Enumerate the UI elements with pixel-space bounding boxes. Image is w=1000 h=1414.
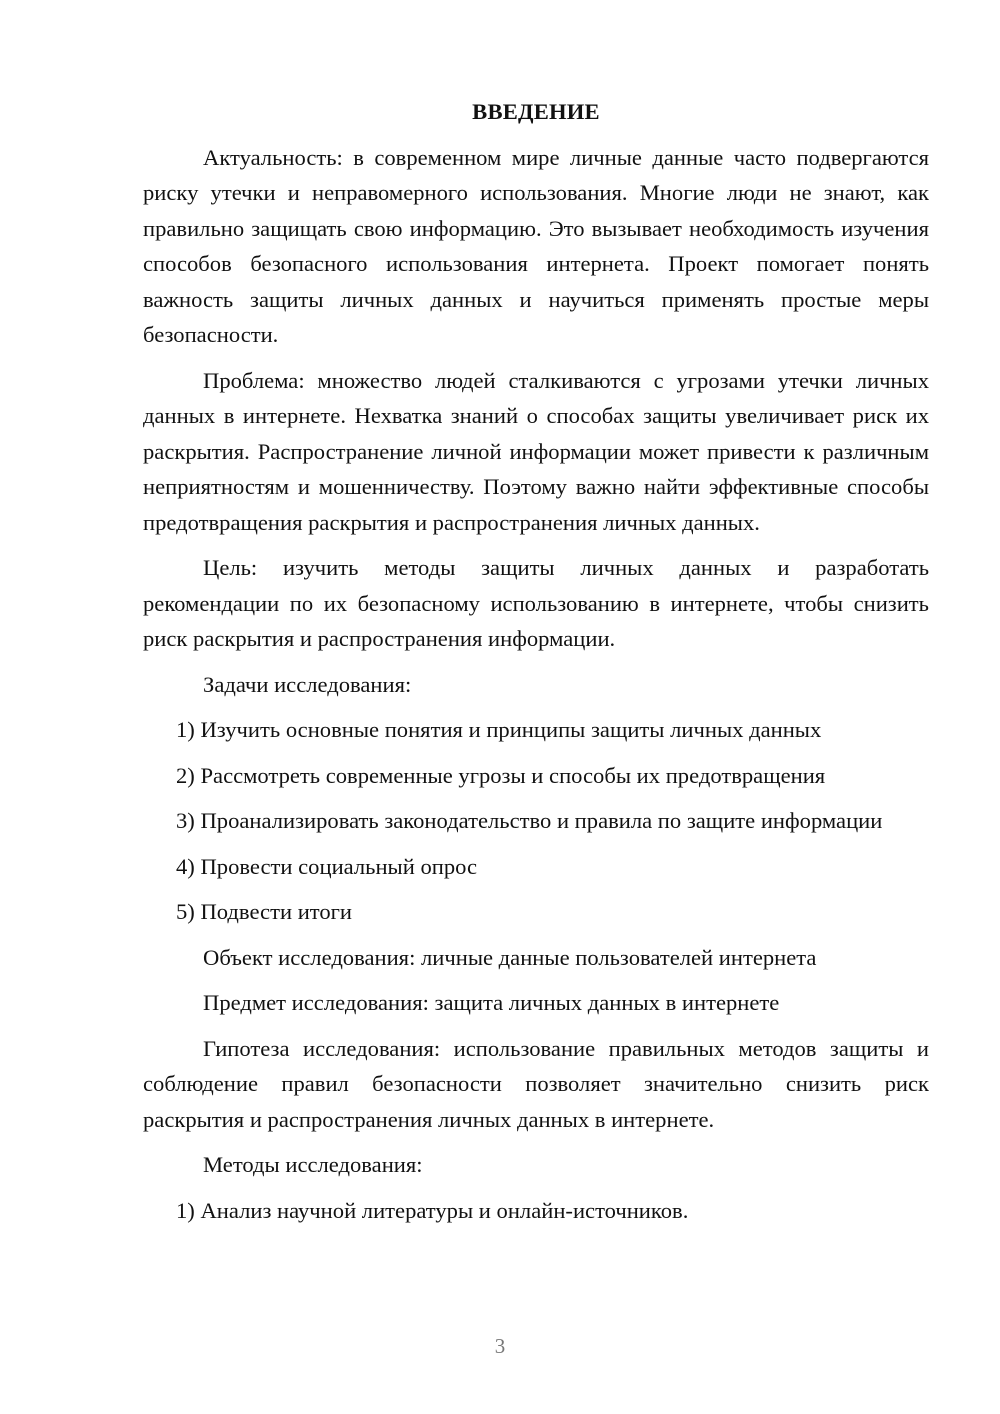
relevance-paragraph: Актуальность: в современном мире личные данные часто подвергаются риску утечки и неправомерного использования. Многие люди не знают, как правильно защищать свою информацию. Это вызывает необходимость изучения способов безопасного использования интернета. Проект помогает понять важность защиты личных данных и научиться применять простые меры безопасности. bbox=[143, 144, 929, 347]
goal-paragraph: Цель: изучить методы защиты личных данных и разработать рекомендации по их безопасному использованию в интернете, чтобы снизить риск раскрытия и распространения информации. bbox=[143, 555, 929, 651]
section-title: ВВЕДЕНИЕ bbox=[472, 99, 600, 124]
methods-heading: Методы исследования: bbox=[203, 1152, 423, 1177]
research-subject: Предмет исследования: защита личных данных в интернете bbox=[203, 990, 780, 1015]
tasks-heading: Задачи исследования: bbox=[203, 671, 412, 697]
problem-paragraph: Проблема: множество людей сталкиваются с угрозами утечки личных данных в интернете. Нехватка знаний о способах защиты увеличивает риск их раскрытия. Распространение личной информации может привести к различным неприятностям и мошенничеству. Поэтому важно найти эффективные способы предотвращения раскрытия и распространения личных данных. bbox=[143, 367, 929, 535]
hypothesis-paragraph: Гипотеза исследования: использование правильных методов защиты и соблюдение правил безопасности позволяет значительно снизить риск раскрытия и распространения личных данных в интернете. bbox=[143, 1035, 929, 1132]
task-item-5: 5) Подвести итоги bbox=[176, 899, 353, 924]
task-item-4: 4) Провести социальный опрос bbox=[176, 853, 478, 879]
document-body bbox=[143, 94, 929, 1238]
page-number: 3 bbox=[494, 1334, 506, 1358]
research-object: Объект исследования: личные данные пользователей интернета bbox=[203, 944, 817, 970]
method-item-1: 1) Анализ научной литературы и онлайн-источников. bbox=[176, 1197, 689, 1223]
task-item-2: 2) Рассмотреть современные угрозы и способы их предотвращения bbox=[176, 762, 826, 788]
task-item-1: 1) Изучить основные понятия и принципы защиты личных данных bbox=[176, 717, 822, 742]
task-item-3: 3) Проанализировать законодательство и правила по защите информации bbox=[176, 808, 883, 833]
